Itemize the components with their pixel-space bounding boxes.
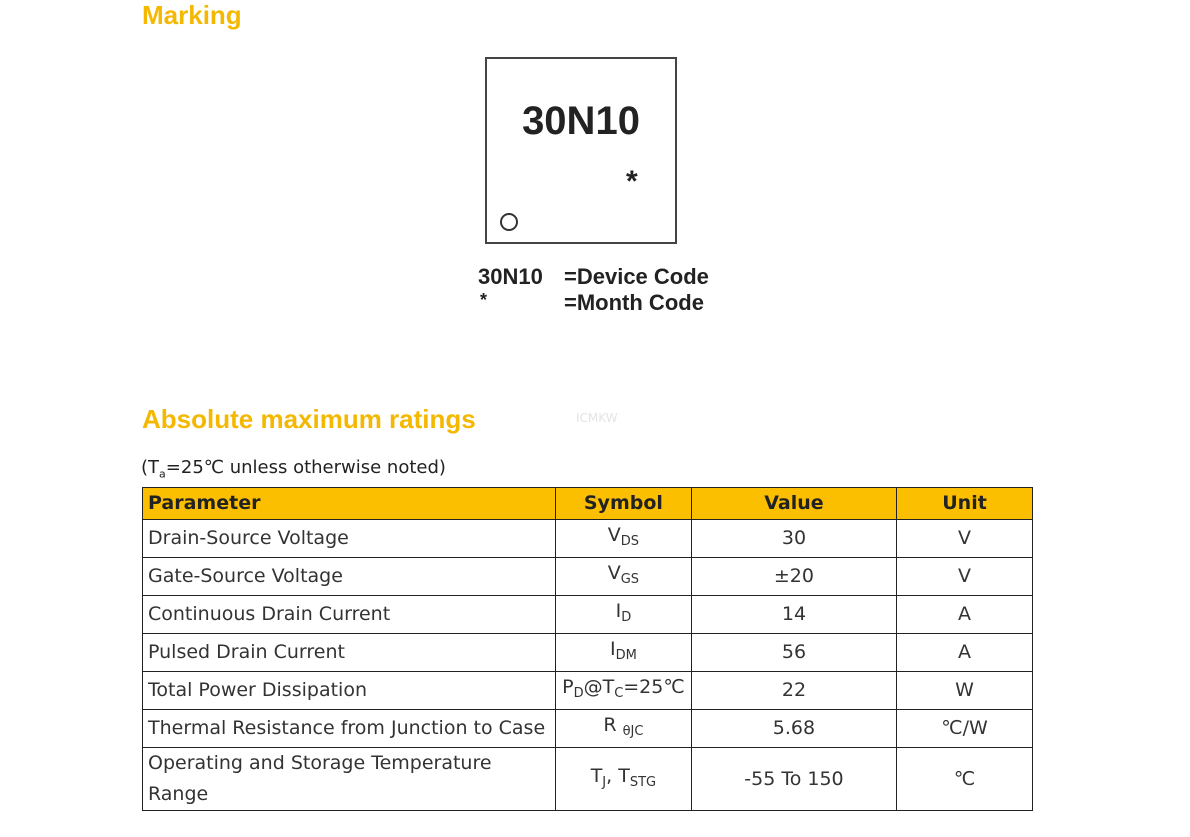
table-row [143, 558, 1033, 596]
legend-value: =Month Code [564, 290, 704, 315]
cell-parameter: Drain-Source Voltage [143, 520, 556, 558]
col-unit: Unit [897, 488, 1033, 520]
cell-value: -55 To 150 [691, 748, 896, 811]
cell-parameter: Gate-Source Voltage [143, 558, 556, 596]
cell-symbol: R $_{\theta JC}$ [555, 710, 691, 748]
cell-unit: V [897, 558, 1033, 596]
table-row [143, 520, 1033, 558]
pin1-indicator-icon [500, 213, 518, 231]
table-row [143, 672, 1033, 710]
cell-symbol: $I_D$ [555, 596, 691, 634]
cell-symbol: $P_D@T_C=25℃$ [555, 672, 691, 710]
marking-heading: Marking [142, 0, 242, 30]
col-value: Value [691, 488, 896, 520]
ratings-note [141, 457, 446, 481]
cell-parameter: Thermal Resistance from Junction to Case [143, 710, 556, 748]
cell-unit: ℃ [897, 748, 1033, 811]
table-row [143, 748, 1033, 811]
cell-value: 14 [691, 596, 896, 634]
note-sub: a [159, 467, 166, 481]
cell-value: ±20 [691, 558, 896, 596]
cell-parameter: Continuous Drain Current [143, 596, 556, 634]
chip-device-code: 30N10 [522, 99, 640, 143]
legend-row-device [478, 264, 738, 290]
legend-row-month [478, 290, 738, 316]
col-parameter: Parameter [143, 488, 556, 520]
marking-legend [478, 264, 738, 316]
table-row [143, 710, 1033, 748]
cell-value: 22 [691, 672, 896, 710]
package-marking-diagram [485, 57, 677, 244]
legend-value: =Device Code [564, 264, 709, 289]
cell-parameter: Pulsed Drain Current [143, 634, 556, 672]
watermark: ICMKW [576, 411, 618, 425]
table-row [143, 596, 1033, 634]
cell-symbol: $I_{DM}$ [555, 634, 691, 672]
cell-value: 5.68 [691, 710, 896, 748]
cell-symbol: $V_{GS}$ [555, 558, 691, 596]
cell-parameter: Operating and Storage Temperature Range [143, 748, 556, 811]
legend-key: * [480, 290, 488, 310]
table-header-row [143, 488, 1033, 520]
note-suffix: =25℃ unless otherwise noted) [165, 457, 446, 478]
ratings-table [142, 487, 1033, 811]
cell-unit: A [897, 634, 1033, 672]
cell-value: 56 [691, 634, 896, 672]
cell-unit: W [897, 672, 1033, 710]
cell-parameter: Total Power Dissipation [143, 672, 556, 710]
cell-symbol: $T_J$, $T_{STG}$ [555, 748, 691, 811]
cell-value: 30 [691, 520, 896, 558]
chip-month-code-star: * [626, 165, 638, 198]
cell-symbol: $V_{DS}$ [555, 520, 691, 558]
col-symbol: Symbol [555, 488, 691, 520]
cell-unit: V [897, 520, 1033, 558]
ratings-heading: Absolute maximum ratings [142, 404, 476, 434]
cell-unit: ℃/W [897, 710, 1033, 748]
cell-unit: A [897, 596, 1033, 634]
legend-key: 30N10 [478, 264, 543, 289]
table-row [143, 634, 1033, 672]
note-prefix: (T [141, 457, 160, 478]
